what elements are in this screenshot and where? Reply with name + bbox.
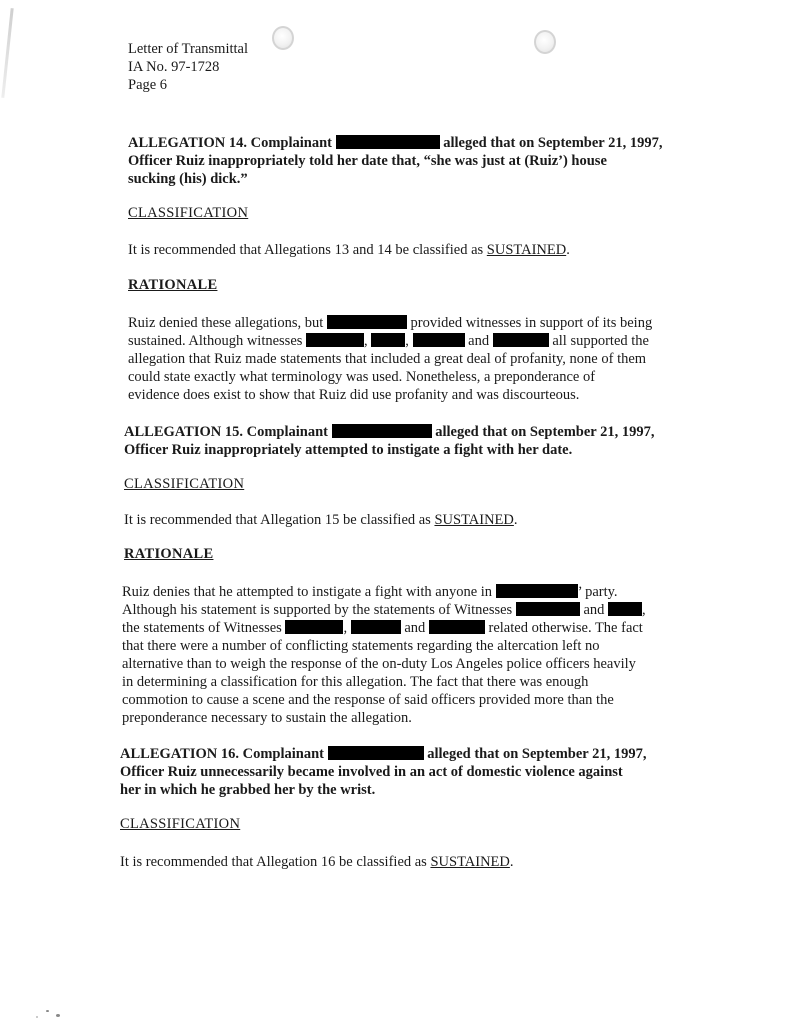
allegation-16-text-3: her in which he grabbed her by the wrist. <box>120 782 376 798</box>
rationale-2-line-3a: the statements of Witnesses <box>122 620 286 636</box>
allegation-16 <box>120 745 690 799</box>
redaction <box>328 746 424 760</box>
rationale-2-line-1b: ’ party. <box>577 584 618 600</box>
redaction <box>332 424 432 438</box>
separator: , <box>642 602 646 618</box>
redaction <box>493 333 549 347</box>
verdict-3: SUSTAINED <box>430 854 510 870</box>
allegation-16-text-2: Officer Ruiz unnecessarily became involved in an act of domestic violence against <box>120 764 623 780</box>
rationale-text-2 <box>122 583 702 727</box>
header-page-number: Page 6 <box>128 77 168 93</box>
punch-hole-left <box>272 26 294 50</box>
separator: and <box>464 333 493 349</box>
rationale-1-line-1b: provided witnesses in support of its being <box>406 315 653 331</box>
scan-speck <box>56 1014 60 1017</box>
rationale-2-line-7: commotion to cause a scene and the response of said officers provided more than the <box>122 692 614 708</box>
classification-heading-3: CLASSIFICATION <box>120 816 241 832</box>
letter-header <box>128 40 248 94</box>
separator: , <box>405 333 413 349</box>
rationale-2-line-1a: Ruiz denies that he attempted to instigate a fight with anyone in <box>122 584 496 600</box>
rationale-2-line-6: in determining a classification for this allegation. The fact that there was enough <box>122 674 589 690</box>
redaction <box>306 333 364 347</box>
header-title: Letter of Transmittal <box>128 41 249 57</box>
redaction <box>285 620 343 634</box>
allegation-16-lead: ALLEGATION 16. Complainant <box>120 746 324 762</box>
rationale-text-1 <box>128 314 698 404</box>
header-case-number: IA No. 97-1728 <box>128 59 220 75</box>
separator: and <box>400 620 429 636</box>
redaction <box>327 315 407 329</box>
allegation-14-lead: ALLEGATION 14. Complainant <box>128 135 332 151</box>
separator: , <box>343 620 351 636</box>
scan-speck <box>46 1010 49 1012</box>
redaction <box>336 135 440 149</box>
punch-hole-right <box>534 30 556 54</box>
rationale-1-line-5: evidence does exist to show that Ruiz did use profanity and was discourteous. <box>128 387 580 403</box>
classification-text-3 <box>120 853 690 871</box>
rationale-heading-2: RATIONALE <box>124 546 214 562</box>
redaction <box>371 333 405 347</box>
redaction <box>429 620 485 634</box>
allegation-15-text-1: alleged that on September 21, 1997, <box>431 424 655 440</box>
allegation-14-text-3: sucking (his) dick.” <box>128 171 248 187</box>
allegation-15-text-2: Officer Ruiz inappropriately attempted to instigate a fight with her date. <box>124 442 573 458</box>
redaction <box>516 602 580 616</box>
allegation-14-text-2: Officer Ruiz inappropriately told her date that, “she was just at (Ruiz’) house <box>128 153 607 169</box>
separator: and <box>579 602 609 618</box>
rationale-1-line-1a: Ruiz denied these allegations, but <box>128 315 327 331</box>
redaction <box>496 584 578 598</box>
allegation-14 <box>128 134 698 188</box>
scan-edge-mark <box>1 8 13 98</box>
classification-sentence-3: It is recommended that Allegation 16 be classified as <box>120 854 431 870</box>
rationale-2-line-3d: related otherwise. The fact <box>484 620 643 636</box>
rationale-1-line-2a: sustained. Although witnesses <box>128 333 307 349</box>
rationale-1-line-4: could state exactly what terminology was used. Nonetheless, a preponderance of <box>128 369 596 385</box>
rationale-2-line-8: preponderance necessary to sustain the allegation. <box>122 710 412 726</box>
allegation-14-text-1: alleged that on September 21, 1997, <box>439 135 663 151</box>
classification-text-1 <box>128 241 698 259</box>
rationale-heading-1: RATIONALE <box>128 277 218 293</box>
classification-sentence-1: It is recommended that Allegations 13 and 14 be classified as <box>128 242 487 258</box>
allegation-16-text-1: alleged that on September 21, 1997, <box>423 746 647 762</box>
rationale-2-line-5: alternative than to weigh the response of the on-duty Los Angeles police officers heavily <box>122 656 636 672</box>
verdict-2: SUSTAINED <box>434 512 514 528</box>
redaction <box>413 333 465 347</box>
rationale-2-line-4: that there were a number of conflicting statements regarding the altercation left no <box>122 638 600 654</box>
classification-text-2 <box>124 511 694 529</box>
allegation-15-lead: ALLEGATION 15. Complainant <box>124 424 328 440</box>
rationale-1-line-2e: all supported the <box>548 333 649 349</box>
classification-heading-1: CLASSIFICATION <box>128 205 249 221</box>
allegation-15 <box>124 423 694 459</box>
rationale-2-line-2a: Although his statement is supported by the statements of Witnesses <box>122 602 516 618</box>
redaction <box>351 620 401 634</box>
scan-speck <box>36 1016 38 1018</box>
period: . <box>566 242 570 258</box>
redaction <box>608 602 642 616</box>
period: . <box>509 854 514 870</box>
classification-heading-2: CLASSIFICATION <box>124 476 245 492</box>
rationale-1-line-3: allegation that Ruiz made statements that included a great deal of profanity, none of them <box>128 351 647 367</box>
separator: , <box>364 333 372 349</box>
verdict-1: SUSTAINED <box>486 242 567 258</box>
period: . <box>513 512 518 528</box>
classification-sentence-2: It is recommended that Allegation 15 be classified as <box>124 512 435 528</box>
